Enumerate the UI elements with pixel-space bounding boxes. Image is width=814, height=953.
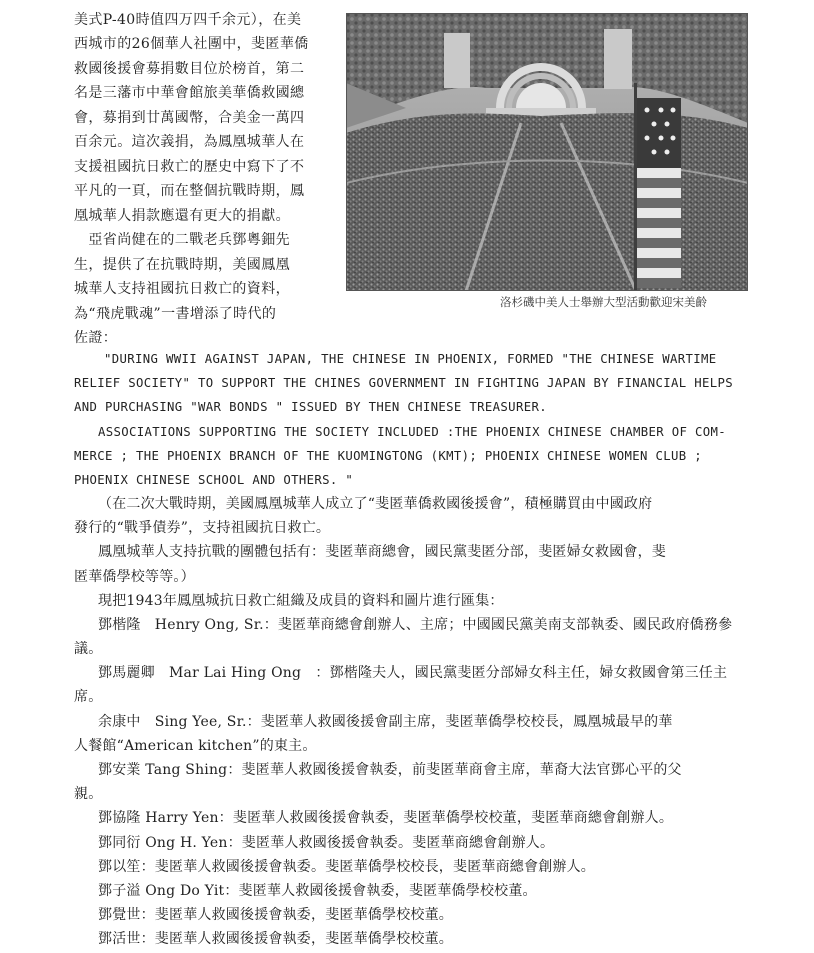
text-line: 城華人支持祖國抗日救亡的資料， — [74, 281, 290, 297]
quote-line: ASSOCIATIONS SUPPORTING THE SOCIETY INCLUDED :THE PHOENIX CHINESE CHAMBER OF COM- — [98, 425, 727, 439]
member-entry: 鄧覺世：斐匿華人救國後援會執委，斐匿華僑學校校董。 — [98, 907, 453, 923]
text-line: 生，提供了在抗戰時期，美國鳳凰 — [74, 257, 290, 273]
member-entry-cont: 席。 — [74, 689, 103, 705]
text-line: 救國後援會募捐數目位於榜首，第二 — [74, 61, 305, 77]
text-line: 平凡的一頁，而在整個抗戰時期，鳳 — [74, 183, 305, 199]
quote-line: MERCE ; THE PHOENIX BRANCH OF THE KUOMINGTONG (KMT); PHOENIX CHINESE WOMEN CLUB ; — [74, 449, 703, 463]
quote-line: RELIEF SOCIETY" TO SUPPORT THE CHINES GOVERNMENT IN FIGHTING JAPAN BY FINANCIAL HELPS — [74, 376, 734, 390]
member-entry: 鄧協隆 Harry Yen：斐匿華人救國後援會執委，斐匿華僑學校校董，斐匿華商總會創辦人。 — [98, 810, 674, 826]
text-line: 佐證： — [74, 330, 118, 346]
member-entry: 余康中 Sing Yee, Sr.：斐匿華人救國後援會副主席，斐匿華僑學校校長，鳳凰城最早的華 — [98, 714, 673, 730]
text-line: 美式P-40時值四万四千余元），在美 — [74, 12, 302, 28]
quote-line: AND PURCHASING "WAR BONDS " ISSUED BY THEN CHINESE TREASURER. — [74, 400, 547, 414]
quote-line: "DURING WWII AGAINST JAPAN, THE CHINESE IN PHOENIX, FORMED "THE CHINESE WARTIME — [104, 352, 717, 366]
member-entry-cont: 人餐館“American kitchen”的東主。 — [74, 738, 317, 754]
text-line: 為“飛虎戰魂”一書增添了時代的 — [74, 306, 277, 322]
member-entry: 鄧同衍 Ong H. Yen：斐匿華人救國後援會執委。斐匿華商總會創辦人。 — [98, 835, 555, 851]
amphitheater-crowd-photo — [346, 13, 748, 291]
text-line: 百余元。這次義捐，為鳳凰城華人在 — [74, 134, 305, 150]
member-entry: 鄧活世：斐匿華人救國後援會執委，斐匿華僑學校校董。 — [98, 931, 453, 947]
paragraph-line: 鳳凰城華人支持抗戰的團體包括有：斐匿華商總會，國民黨斐匿分部，斐匿婦女救國會，斐 — [98, 544, 666, 560]
paragraph-line: 現把1943年鳳凰城抗日救亡組織及成員的資料和圖片進行匯集： — [98, 593, 504, 609]
paragraph-line: 發行的“戰爭債券”，支持祖國抗日救亡。 — [74, 520, 331, 536]
member-entry: 鄧子溢 Ong Do Yit：斐匿華人救國後援會執委，斐匿華僑學校校董。 — [98, 883, 537, 899]
text-line: 會，募捐到廿萬國幣，合美金一萬四 — [74, 110, 305, 126]
quote-line: PHOENIX CHINESE SCHOOL AND OTHERS. " — [74, 473, 354, 487]
member-entry: 鄧馬麗卿 Mar Lai Hing Ong ：鄧楷隆夫人，國民黨斐匿分部婦女科主任，婦女救國會第三任主 — [98, 665, 728, 681]
member-entry-cont: 議。 — [74, 641, 103, 657]
member-entry: 鄧安業 Tang Shing：斐匿華人救國後援會執委，前斐匿華商會主席，華裔大法官鄧心平的父 — [98, 762, 682, 778]
text-line: 西城市的26個華人社團中，斐匿華僑 — [74, 36, 309, 52]
text-line: 支援祖國抗日救亡的歷史中寫下了不 — [74, 159, 305, 175]
text-line: 名是三藩市中華會館旅美華僑救國總 — [74, 85, 305, 101]
member-entry-cont: 親。 — [74, 786, 103, 802]
paragraph-line: 匿華僑學校等等。） — [74, 569, 195, 585]
member-entry: 鄧以笙：斐匿華人救國後援會執委。斐匿華僑學校校長，斐匿華商總會創辦人。 — [98, 859, 595, 875]
text-line: 亞省尚健在的二戰老兵鄧粵鈿先 — [74, 232, 290, 248]
paragraph-line: （在二次大戰時期，美國鳳凰城華人成立了“斐匿華僑救國後援會”，積極購買由中國政府 — [98, 496, 653, 512]
text-line: 凰城華人捐款應還有更大的捐獻。 — [74, 208, 290, 224]
photo-caption: 洛杉磯中美人士舉辦大型活動歡迎宋美齡 — [500, 295, 707, 309]
member-entry: 鄧楷隆 Henry Ong, Sr.：斐匿華商總會創辦人、主席；中國國民黨美南支部執委、國民政府僑務參 — [98, 617, 733, 633]
